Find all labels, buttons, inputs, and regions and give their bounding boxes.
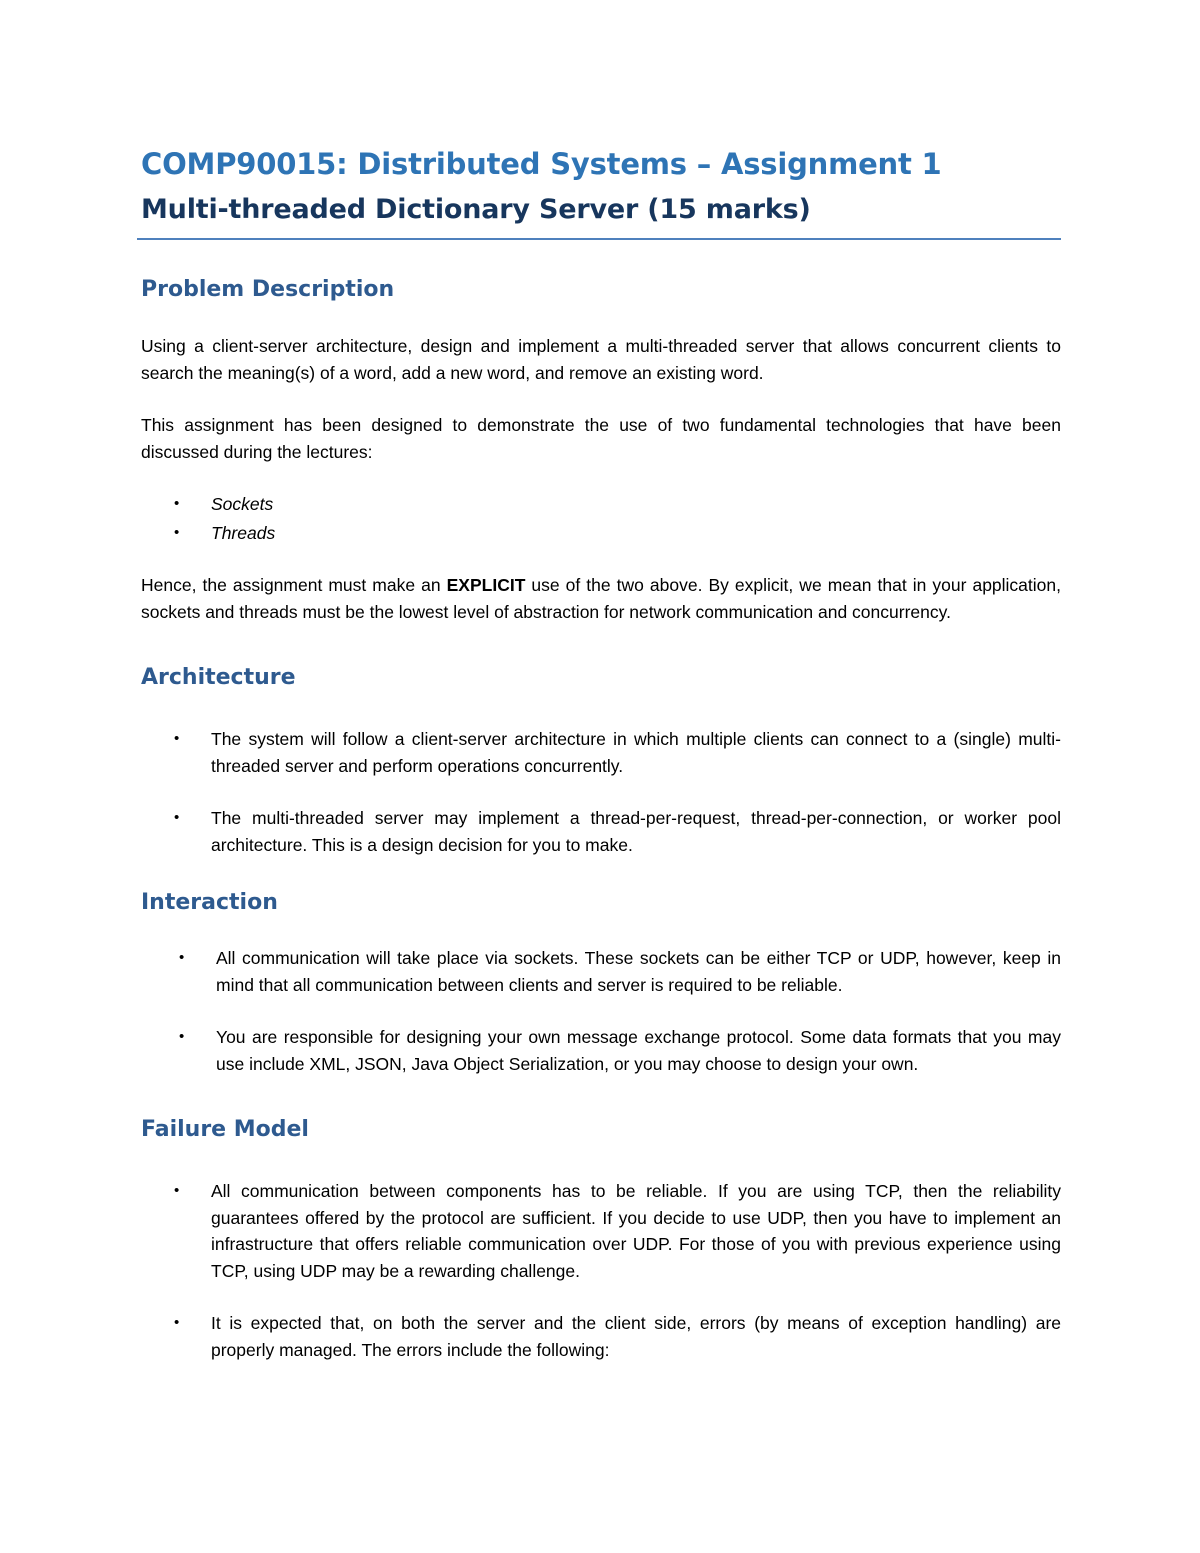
- document-page: [141, 140, 1061, 1363]
- list-item: [141, 520, 1061, 547]
- list-item: [141, 491, 1061, 518]
- bullet-icon: •: [174, 495, 180, 512]
- heading-architecture: Architecture: [141, 665, 296, 690]
- document-subtitle: Multi-threaded Dictionary Server (15 marks): [141, 194, 811, 225]
- paragraph-text: use of the two above. By explicit, we mean that in your application, sockets and threads must be the lowest level of abstraction for network communication and concurrency.: [141, 575, 1061, 622]
- heading-interaction: Interaction: [141, 890, 278, 915]
- list-item: [141, 1024, 1061, 1077]
- bullet-icon: •: [174, 1314, 180, 1331]
- problem-paragraph-2: This assignment has been designed to demonstrate the use of two fundamental technologies that have been discussed during the lectures:: [141, 415, 1061, 462]
- list-item: [141, 726, 1061, 779]
- bullet-icon: •: [174, 730, 180, 747]
- list-item-text: All communication between components has to be reliable. If you are using TCP, then the reliability guarantees offered by the protocol are sufficient. If you decide to use UDP, then you have to implement an infrastructure that offers reliable communication over UDP. For those of you with previous experience using TCP, using UDP may be a rewarding challenge.: [211, 1181, 1061, 1281]
- list-item: [141, 1310, 1061, 1363]
- list-item-text: All communication will take place via sockets. These sockets can be either TCP or UDP, however, keep in mind that all communication between clients and server is required to be reliable.: [216, 948, 1061, 995]
- title-divider: [137, 238, 1061, 240]
- document-title: COMP90015: Distributed Systems – Assignment 1: [141, 147, 942, 181]
- list-item: [141, 1178, 1061, 1284]
- list-item: [141, 945, 1061, 998]
- problem-paragraph-3: [141, 572, 1061, 625]
- bullet-icon: •: [179, 1028, 185, 1045]
- technologies-list: [141, 491, 1061, 546]
- heading-problem-description: Problem Description: [141, 277, 395, 302]
- list-item-text: It is expected that, on both the server and the client side, errors (by means of exception handling) are properly managed. The errors include the following:: [211, 1313, 1061, 1360]
- list-item-text: The system will follow a client-server architecture in which multiple clients can connect to a (single) multi-threaded server and perform operations concurrently.: [211, 729, 1061, 776]
- list-item-text: Sockets: [211, 494, 274, 514]
- architecture-list: [141, 726, 1061, 858]
- list-item-text: The multi-threaded server may implement a thread-per-request, thread-per-connection, or worker pool architecture. This is a design decision for you to make.: [211, 808, 1061, 855]
- emphasis-explicit: EXPLICIT: [446, 575, 526, 595]
- interaction-list: [141, 945, 1061, 1077]
- heading-failure-model: Failure Model: [141, 1117, 309, 1142]
- paragraph-text: Hence, the assignment must make an: [141, 575, 447, 595]
- problem-paragraph-1: Using a client-server architecture, design and implement a multi-threaded server that allows concurrent clients to search the meaning(s) of a word, add a new word, and remove an existing word.: [141, 336, 1061, 383]
- list-item: [141, 805, 1061, 858]
- bullet-icon: •: [174, 523, 180, 541]
- bullet-icon: •: [174, 1182, 180, 1199]
- failure-list: [141, 1178, 1061, 1363]
- list-item-text: Threads: [211, 522, 276, 543]
- bullet-icon: •: [179, 949, 185, 966]
- list-item-text: You are responsible for designing your own message exchange protocol. Some data formats that you may use include XML, JSON, Java Object Serialization, or you may choose to design your own.: [216, 1027, 1061, 1074]
- bullet-icon: •: [174, 809, 180, 826]
